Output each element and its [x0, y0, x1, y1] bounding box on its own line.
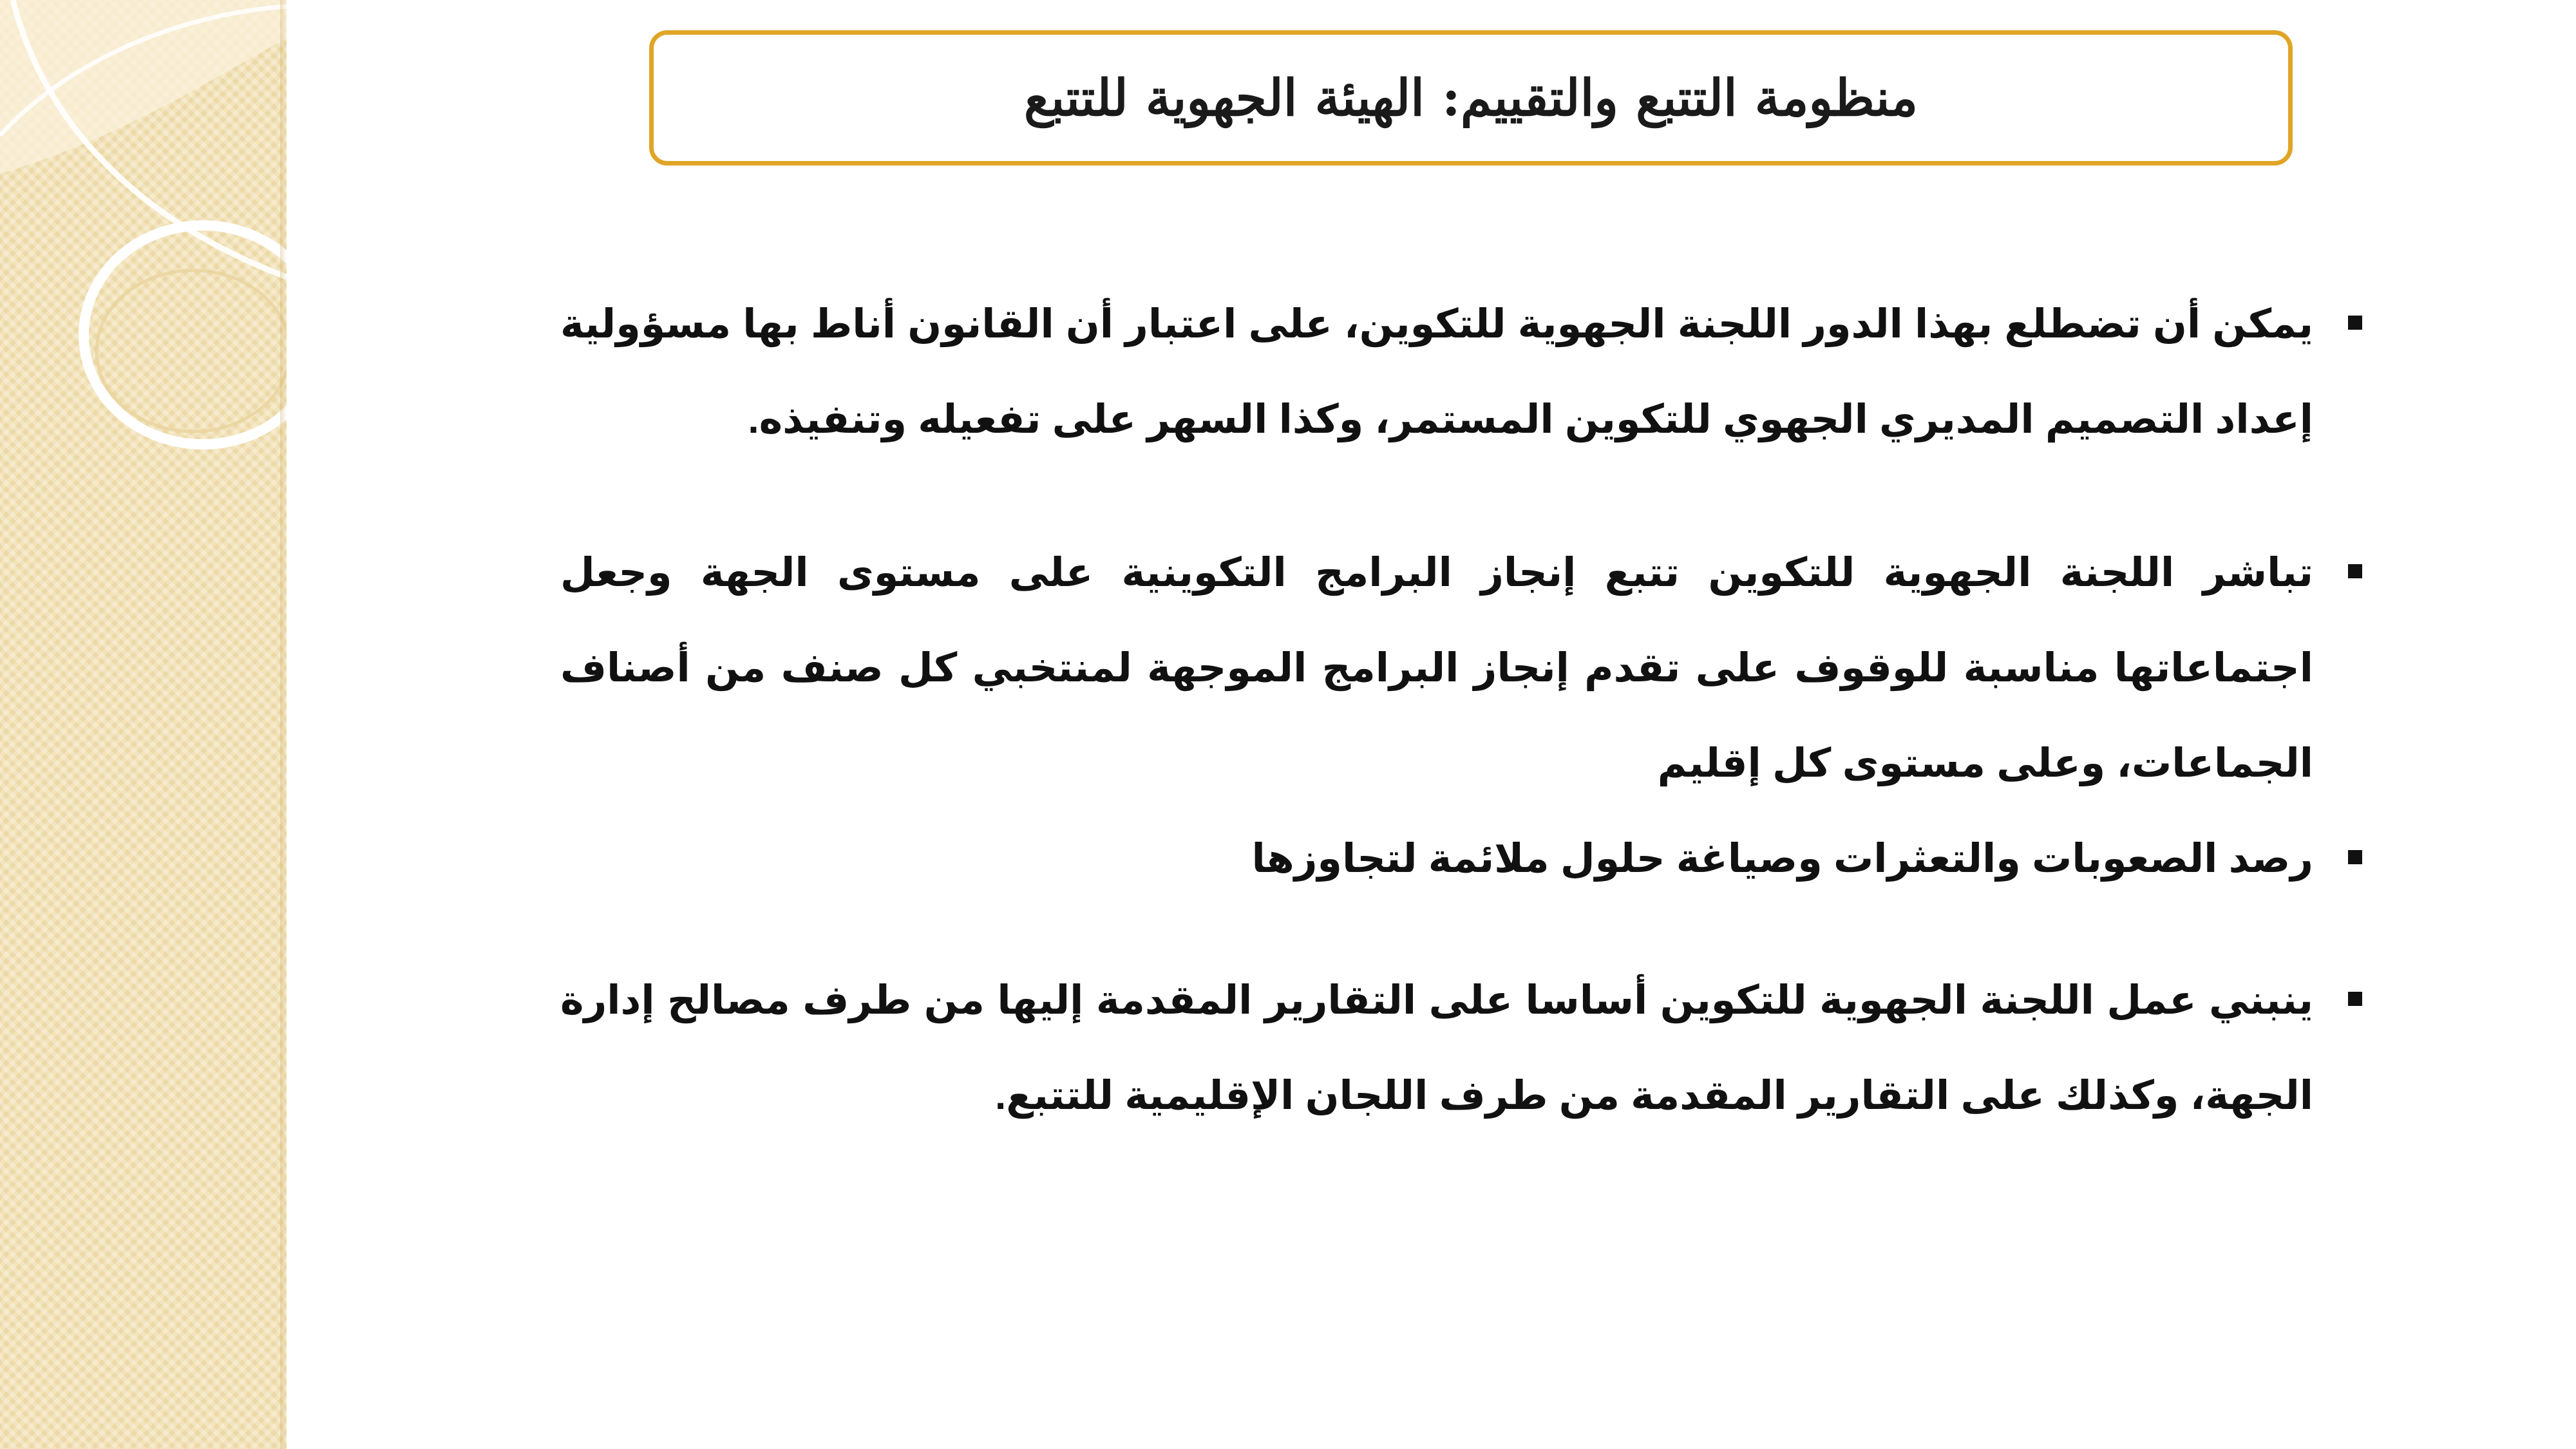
bullet-item [560, 277, 2376, 468]
swirl-ornament [0, 0, 287, 515]
slide-title: منظومة التتبع والتقييم: الهيئة الجهوية للتتبع [1024, 68, 1918, 128]
title-frame [649, 30, 2293, 166]
square-bullet-icon [2348, 850, 2362, 864]
square-bullet-icon [2348, 564, 2362, 578]
bullet-text: تباشر اللجنة الجهوية للتكوين تتبع إنجاز البرامج التكوينية على مستوى الجهة وجعل اجتماعاتها مناسبة للوقوف على تقدم إنجاز البرامج الموجهة لمنتخبي كل صنف من أصناف الجماعات، وعلى مستوى كل إقليم [560, 551, 2313, 786]
bullet-list [560, 277, 2376, 1144]
bullet-item [560, 953, 2376, 1144]
decorative-side-panel [0, 0, 287, 1449]
bullet-text: رصد الصعوبات والتعثرات وصياغة حلول ملائمة لتجاوزها [1251, 837, 2313, 881]
side-panel-edge [280, 0, 287, 1449]
bullet-text: يمكن أن تضطلع بهذا الدور اللجنة الجهوية للتكوين، على اعتبار أن القانون أناط بها مسؤولية إعداد التصميم المديري الجهوي للتكوين المستمر، وكذا السهر على تفعيله وتنفيذه. [560, 302, 2313, 442]
bullet-item [560, 526, 2376, 811]
square-bullet-icon [2348, 992, 2362, 1006]
bullet-item [560, 811, 2376, 907]
bullet-text: ينبني عمل اللجنة الجهوية للتكوين أساسا على التقارير المقدمة إليها من طرف مصالح إدارة الجهة، وكذلك على التقارير المقدمة من طرف اللجان الإقليمية للتتبع. [560, 978, 2313, 1118]
square-bullet-icon [2348, 316, 2362, 330]
